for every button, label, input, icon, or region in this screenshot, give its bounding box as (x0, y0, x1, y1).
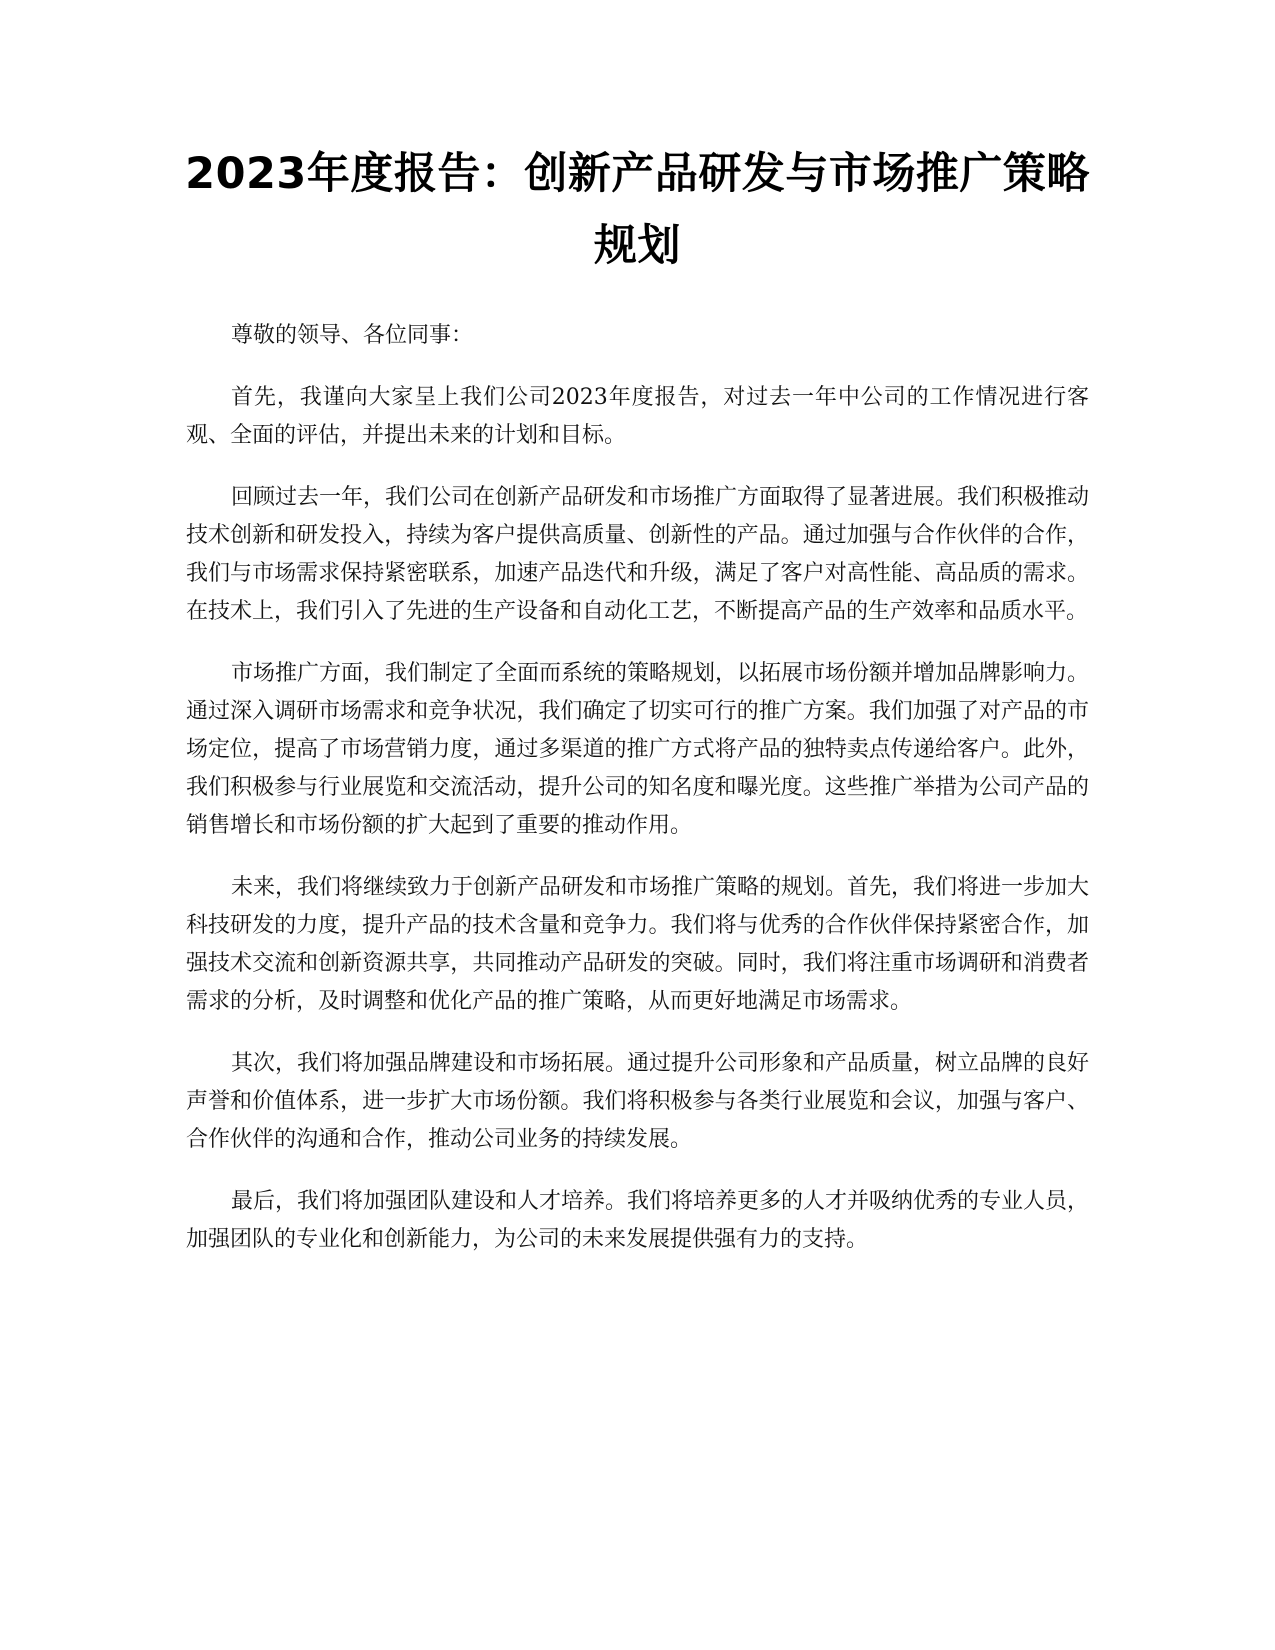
paragraph-review: 回顾过去一年，我们公司在创新产品研发和市场推广方面取得了显著进展。我们积极推动技术创新和研发投入，持续为客户提供高质量、创新性的产品。通过加强与合作伙伴的合作，我们与市场需求保持紧密联系，加速产品迭代和升级，满足了客户对高性能、高品质的需求。在技术上，我们引入了先进的生产设备和自动化工艺，不断提高产品的生产效率和品质水平。 (186, 485, 1090, 624)
document-body (186, 317, 1089, 1283)
paragraph-team: 最后，我们将加强团队建设和人才培养。我们将培养更多的人才并吸纳优秀的专业人员，加强团队的专业化和创新能力，为公司的未来发展提供强有力的支持。 (186, 1189, 1090, 1252)
document-title: 2023年度报告：创新产品研发与市场推广策略规划 (185, 149, 1090, 271)
paragraph-intro: 首先，我谨向大家呈上我们公司2023年度报告，对过去一年中公司的工作情况进行客观、全面的评估，并提出未来的计划和目标。 (186, 385, 1089, 448)
paragraph-marketing: 市场推广方面，我们制定了全面而系统的策略规划，以拓展市场份额并增加品牌影响力。通过深入调研市场需求和竞争状况，我们确定了切实可行的推广方案。我们加强了对产品的市场定位，提高了市场营销力度，通过多渠道的推广方式将产品的独特卖点传递给客户。此外，我们积极参与行业展览和交流活动，提升公司的知名度和曝光度。这些推广举措为公司产品的销售增长和市场份额的扩大起到了重要的推动作用。 (186, 661, 1090, 838)
paragraph-future: 未来，我们将继续致力于创新产品研发和市场推广策略的规划。首先，我们将进一步加大科技研发的力度，提升产品的技术含量和竞争力。我们将与优秀的合作伙伴保持紧密合作，加强技术交流和创新资源共享，共同推动产品研发的突破。同时，我们将注重市场调研和消费者需求的分析，及时调整和优化产品的推广策略，从而更好地满足市场需求。 (186, 875, 1090, 1014)
paragraph-brand: 其次，我们将加强品牌建设和市场拓展。通过提升公司形象和产品质量，树立品牌的良好声誉和价值体系，进一步扩大市场份额。我们将积极参与各类行业展览和会议，加强与客户、合作伙伴的沟通和合作，推动公司业务的持续发展。 (186, 1051, 1090, 1152)
salutation: 尊敬的领导、各位同事： (231, 323, 474, 348)
